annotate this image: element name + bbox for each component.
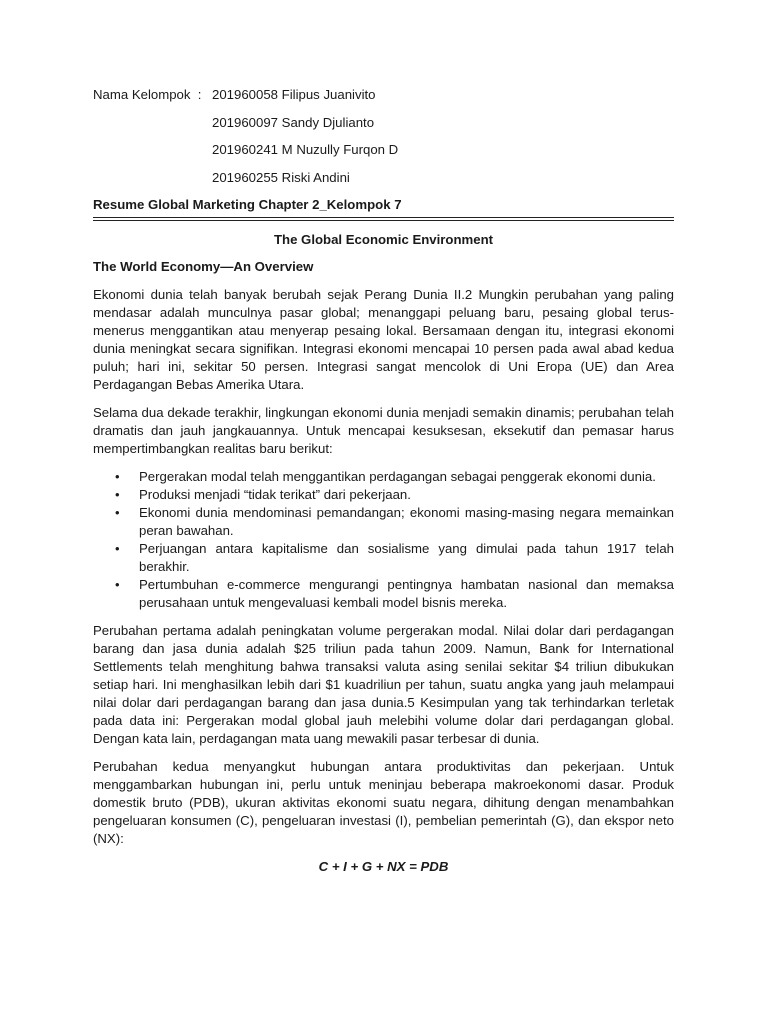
list-item bbox=[115, 486, 674, 504]
paragraph: Selama dua dekade terakhir, lingkungan ekonomi dunia menjadi semakin dinamis; perubahan telah dramatis dan jauh jangkauannya. Untuk mencapai kesuksesan, eksekutif dan pemasar harus mempertimbangkan realitas baru berikut: bbox=[93, 405, 674, 456]
member-row bbox=[93, 114, 674, 132]
list-item-text: Pergerakan modal telah menggantikan perdagangan sebagai penggerak ekonomi dunia. bbox=[139, 469, 656, 484]
member-name: 201960255 Riski Andini bbox=[212, 169, 350, 185]
member-name: 201960097 Sandy Djulianto bbox=[212, 114, 375, 130]
member-row bbox=[93, 169, 674, 187]
paragraph: Ekonomi dunia telah banyak berubah sejak Perang Dunia II.2 Mungkin perubahan yang paling mendasar adalah munculnya pasar global; menanggapi peluang baru, pesaing global terus-menerus menggantikan atau menyerap pesaing lokal. Bersamaan dengan itu, integrasi ekonomi dunia meningkat secara signifikan. Integrasi ekonomi mencapai 10 persen pada awal abad kedua puluh; hari ini, sekitar 50 persen. Integrasi sangat mencolok di Uni Eropa (UE) dan Area Perdagangan Bebas Amerika Utara. bbox=[93, 287, 674, 392]
list-item-text: Pertumbuhan e-commerce mengurangi pentingnya hambatan nasional dan memaksa perusahaan untuk mengevaluasi kembali model bisnis mereka. bbox=[139, 577, 674, 610]
bullet-icon: • bbox=[115, 541, 120, 556]
double-divider bbox=[93, 217, 674, 221]
bullet-icon: • bbox=[115, 469, 120, 484]
section-title: The Global Economic Environment bbox=[273, 232, 494, 247]
group-label: Nama Kelompok : bbox=[93, 87, 202, 102]
list-item-text: Ekonomi dunia mendominasi pemandangan; ekonomi masing-masing negara memainkan peran bawahan. bbox=[139, 505, 674, 538]
member-name: 201960241 M Nuzully Furqon D bbox=[212, 142, 399, 157]
member-row bbox=[93, 141, 674, 159]
gdp-formula: C + I + G + NX = PDB bbox=[318, 859, 449, 874]
list-item bbox=[115, 504, 674, 540]
list-item bbox=[115, 540, 674, 576]
list-item bbox=[115, 468, 674, 486]
list-item bbox=[115, 576, 674, 612]
document-title: Resume Global Marketing Chapter 2_Kelompok 7 bbox=[93, 197, 402, 212]
subsection-title: The World Economy—An Overview bbox=[93, 259, 314, 274]
member-row bbox=[93, 86, 674, 104]
list-item-text: Perjuangan antara kapitalisme dan sosialisme yang dimulai pada tahun 1917 telah berakhir. bbox=[139, 541, 674, 574]
list-item-text: Produksi menjadi “tidak terikat” dari pekerjaan. bbox=[139, 487, 411, 502]
paragraph: Perubahan kedua menyangkut hubungan antara produktivitas dan pekerjaan. Untuk menggambarkan hubungan ini, perlu untuk meninjau beberapa makroekonomi dasar. Produk domestik bruto (PDB), ukuran aktivitas ekonomi suatu negara, dihitung dengan menambahkan pengeluaran konsumen (C), pengeluaran investasi (I), pembelian pemerintah (G), dan ekspor neto (NX): bbox=[93, 759, 674, 846]
paragraph: Perubahan pertama adalah peningkatan volume pergerakan modal. Nilai dolar dari perdagangan barang dan jasa dunia adalah $25 triliun pada tahun 2009. Namun, Bank for International Settlements telah menghitung bahwa transaksi valuta asing senilai sekitar $4 triliun dibukukan setiap hari. Ini menghasilkan lebih dari $1 kuadriliun per tahun, suatu angka yang jauh melampaui nilai dolar dari perdagangan barang dan jasa dunia.5 Kesimpulan yang tak terhindarkan terletak pada data ini: Pergerakan modal global jauh melebihi volume dolar dari perdagangan global. Dengan kata lain, perdagangan mata uang mewakili pasar terbesar di dunia. bbox=[93, 623, 674, 746]
bullet-list bbox=[93, 468, 674, 612]
member-name: 201960058 Filipus Juanivito bbox=[212, 87, 376, 102]
bullet-icon: • bbox=[115, 487, 120, 502]
bullet-icon: • bbox=[115, 505, 120, 520]
group-members bbox=[93, 86, 674, 187]
bullet-icon: • bbox=[115, 577, 120, 592]
